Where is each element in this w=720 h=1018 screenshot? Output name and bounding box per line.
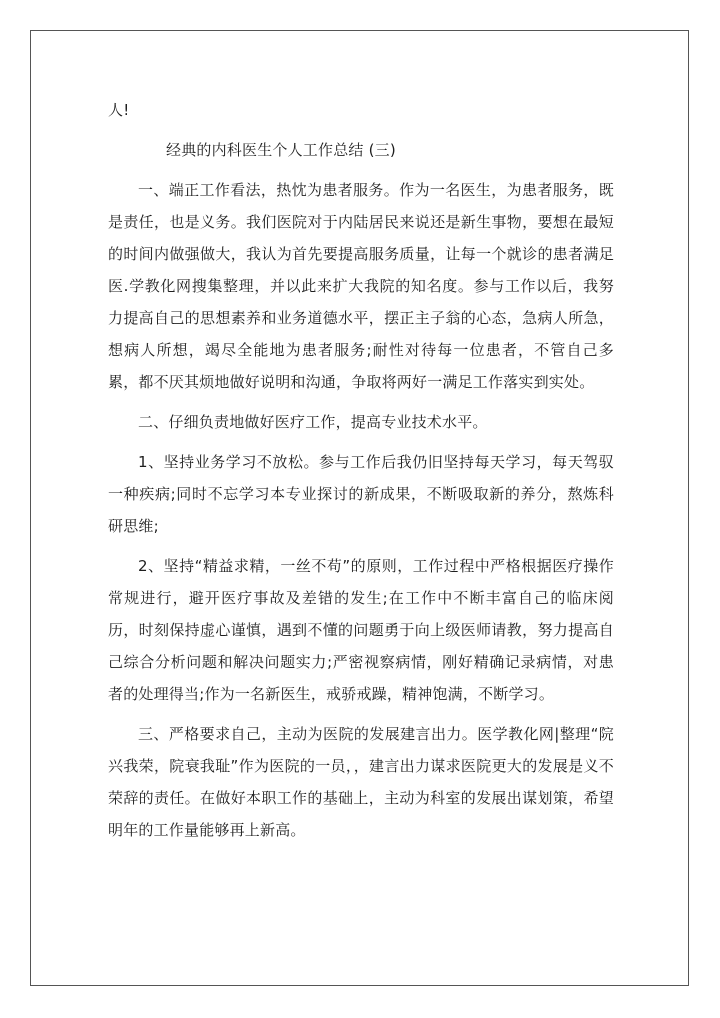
- paragraph-service-attitude: 一、端正工作看法，热忱为患者服务。作为一名医生，为患者服务，既是责任，也是义务。我们医院对于内陆居民来说还是新生事物，要想在最短的时间内做强做大，我认为首先要提高服务质量，让每一个就诊的患者满足医.学教化网搜集整理，并以此来扩大我院的知名度。参与工作以后，我努力提高自己的思想素养和业务道德水平，摆正主子翁的心态，急病人所急，想病人所想，竭尽全能地为患者服务;耐性对待每一位患者，不管自己多累，都不厌其烦地做好说明和沟通，争取将两好一满足工作落实到实处。: [108, 181, 614, 391]
- document-body: [108, 94, 614, 854]
- paragraph-medical-work: 二、仔细负责地做好医疗工作，提高专业技术水平。: [138, 413, 488, 431]
- paragraph-self-requirements: 三、严格要求自己，主动为医院的发展建言出力。医学教化网|整理“院兴我荣，院衰我耻”作为医院的一员，，建言出力谋求医院更大的发展是义不荣辞的责任。在做好本职工作的基础上，主动为科室的发展出谋划策，希望明年的工作量能够再上新高。: [108, 725, 614, 839]
- paragraph-principles: 2、坚持“精益求精，一丝不苟”的原则，工作过程中严格根据医疗操作常规进行，避开医疗事故及差错的发生;在工作中不断丰富自己的临床阅历，时刻保持虚心谨慎，遇到不懂的问题勇于向上级医师请教，努力提高自己综合分析问题和解决问题实力;严密视察病情，刚好精确记录病情，对患者的处理得当;作为一名新医生，戒骄戒躁，精神饱满，不断学习。: [108, 557, 614, 703]
- paragraph-study: 1、坚持业务学习不放松。参与工作后我仍旧坚持每天学习，每天驾驭一种疾病;同时不忘学习本专业探讨的新成果，不断吸取新的养分，熬炼科研思维;: [108, 453, 614, 535]
- section-title: 经典的内科医生个人工作总结 (三): [166, 141, 396, 159]
- continuation-text: 人!: [108, 101, 130, 119]
